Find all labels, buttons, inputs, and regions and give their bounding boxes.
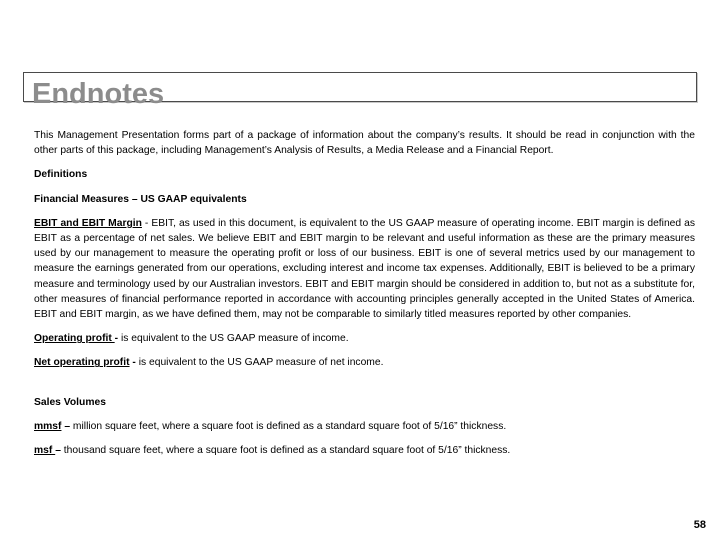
definition-text: million square feet, where a square foot is defined as a standard square foot of 5/16” thickness. [72, 420, 507, 432]
intro-paragraph: This Management Presentation forms part of a package of information about the company’s results. It should be read in conjunction with the other parts of this package, including Management’s Analysis of Results, a Media Release and a Financial Report. [34, 130, 695, 157]
definition-term: EBIT and EBIT Margin [34, 217, 142, 229]
definition-separator: - [114, 333, 121, 345]
definition-text: is equivalent to the US GAAP measure of net income. [138, 357, 384, 369]
endnotes-content [34, 128, 695, 458]
definition-ebit [34, 216, 695, 322]
definition-term: msf [34, 445, 56, 457]
definition-term: Operating profit [34, 333, 115, 345]
definition-msf [34, 443, 695, 458]
definitions-heading: Definitions [34, 169, 88, 181]
definition-text: EBIT, as used in this document, is equivalent to the US GAAP measure of operating income. EBIT margin is defined as EBIT as a percentage of net sales. We believe EBIT and EBIT margin to be relevant and useful information as these are the primary measures used by our management to measure the operating profit or loss of our business. EBIT is one of several metrics used by our management to measure the earnings generated from our operations, excluding interest and income tax expenses. Additionally, EBIT is believed to be a primary measure and terminology used by our Australian investors. EBIT and EBIT margin should be considered in addition to, but not as a substitute for, other measures of financial performance reported in accordance with accounting principles generally accepted in the United States of America. EBIT and EBIT margin, as we have defined them, may not be comparable to similarly titled measures reported by other companies. [34, 217, 695, 321]
definition-term: Net operating profit [34, 357, 130, 369]
definition-net-operating-profit [34, 355, 695, 370]
definition-mmsf [34, 419, 695, 434]
definition-text: is equivalent to the US GAAP measure of income. [120, 333, 349, 345]
page-title: Endnotes [32, 78, 165, 110]
sales-volumes-heading: Sales Volumes [34, 396, 106, 408]
definition-operating-profit [34, 331, 695, 346]
definition-separator: – [61, 420, 73, 432]
definition-separator: - [129, 357, 139, 369]
financial-measures-subheading: Financial Measures – US GAAP equivalents [34, 193, 247, 205]
definition-text: thousand square feet, where a square foot is defined as a standard square foot of 5/16” thickness. [63, 445, 511, 457]
definition-separator: - [141, 217, 152, 229]
definition-term: mmsf [34, 420, 62, 432]
page-number: 58 [693, 519, 706, 531]
definition-separator: – [55, 445, 64, 457]
